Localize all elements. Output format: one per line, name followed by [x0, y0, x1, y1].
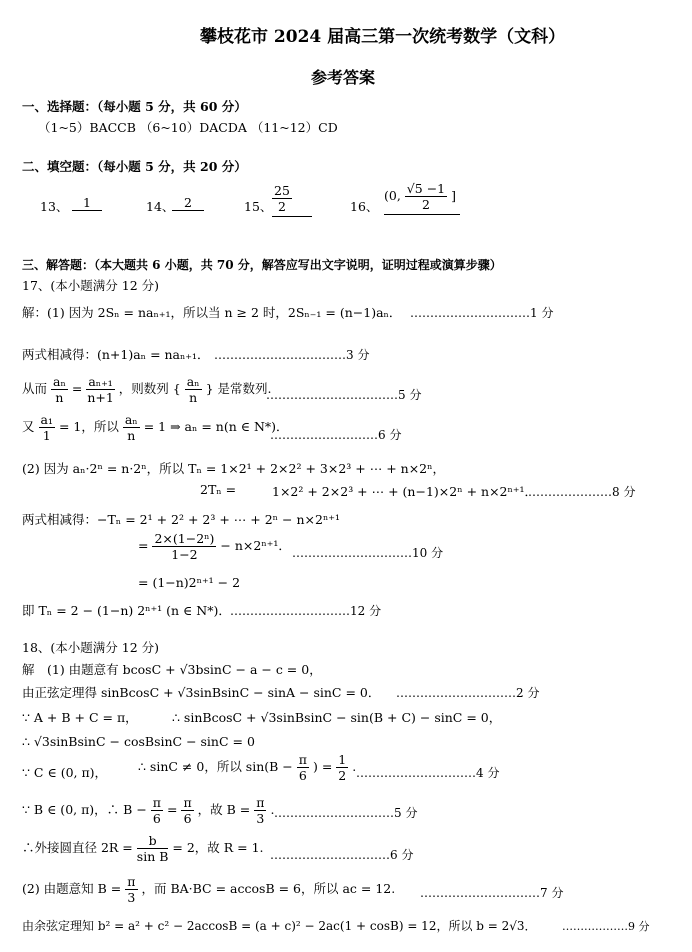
q18-l7-frac-den: sin B: [136, 849, 169, 864]
q17-l3-post: } 是常数列.: [205, 381, 272, 396]
q18-l5-frac1-num: π: [298, 752, 307, 767]
q18-l6-frac2-num: π: [183, 795, 192, 810]
q18-line7-score: …………………………6 分: [270, 848, 414, 862]
q16-denominator: 2: [421, 197, 430, 212]
q18-line4: ∴ √3sinBsinC − cosBsinC − sinC = 0: [22, 734, 255, 749]
q18-l5-frac2-num: 1: [338, 752, 347, 767]
q17-l3-frac3-num: aₙ: [186, 374, 200, 389]
q17-l3-frac2-den: n+1: [87, 390, 114, 405]
q17-l8-frac-num: 2×(1−2ⁿ): [154, 531, 215, 546]
q18-line9-score: ………………9 分: [562, 920, 650, 933]
q17-l4-frac1: [39, 412, 55, 443]
q18-line6-score: …………………………5 分: [274, 806, 418, 820]
q17-l3-eq: =: [71, 381, 83, 396]
q18-l5-post: .: [352, 759, 357, 774]
q15-denominator: 2: [277, 199, 286, 214]
q17-l4-frac1-den: 1: [42, 428, 51, 443]
q16-numerator: √5 −1: [406, 181, 446, 196]
q17-l3-frac2-num: aₙ₊₁: [88, 374, 113, 389]
q18-l5-frac1: [297, 752, 309, 783]
q18-l6-frac3-num: π: [256, 795, 265, 810]
q18-l7-frac: [137, 833, 169, 864]
q17-header: 17、(本小题满分 12 分): [22, 278, 160, 293]
q18-l6-frac3-den: 3: [256, 811, 265, 826]
q16-suffix: ]: [451, 188, 456, 203]
q18-line1: 解 (1) 由题意有 bcosC + √3bsinC − a − c = 0，: [22, 662, 322, 677]
q17-line6-right: 1×2² + 2×2³ + ⋯ + (n−1)×2ⁿ + n×2ⁿ⁺¹．: [272, 484, 538, 499]
q18-line3b: ∴ sinBcosC + √3sinBsinC − sin(B + C) − sinC = 0，: [172, 710, 502, 725]
q18-l8-frac-den: 3: [127, 890, 136, 905]
q16-fraction: [405, 181, 447, 212]
q18-l7-post: = 2，故 R = 1.: [172, 840, 264, 855]
q18-line2-score: …………………………2 分: [396, 686, 540, 700]
q15-fraction: [272, 183, 292, 214]
q18-l6-frac2-den: 6: [183, 811, 192, 826]
q18-l6-frac1-den: 6: [152, 811, 161, 826]
q18-line6: [22, 795, 274, 826]
q17-l3-frac1-den: n: [55, 390, 64, 405]
q18-l5-frac1-den: 6: [298, 768, 307, 783]
q16-label: 16、: [350, 199, 379, 214]
q18-line2: 由正弦定理得 sinBcosC + √3sinBsinC − sinA − sinC = 0．: [22, 685, 381, 700]
q17-line9: = (1−n)2ⁿ⁺¹ − 2: [138, 575, 241, 590]
q18-l6-frac3: [254, 795, 266, 826]
q17-l4-frac2-num: aₙ: [124, 412, 138, 427]
q17-line6-score: …………………8 分: [528, 485, 636, 499]
q18-header: 18、(本小题满分 12 分): [22, 640, 160, 655]
q18-l6-mid: =: [166, 802, 178, 817]
q18-line8-score: …………………………7 分: [420, 886, 564, 900]
section1-answers: （1~5）BACCB （6~10）DACDA （11~12）CD: [38, 120, 338, 135]
q16-prefix: (0,: [384, 188, 401, 203]
q18-l8-post: ，而 BA·BC = accosB = 6，所以 ac = 12.: [141, 881, 396, 896]
q18-line5a: ∵ C ∈ (0, π)，: [22, 765, 108, 780]
q18-l5-frac2-den: 2: [338, 768, 347, 783]
q17-l4-mid: = 1，所以: [58, 419, 119, 434]
q17-l3-pre: 从而: [22, 381, 48, 396]
q17-l4-frac2-den: n: [127, 428, 136, 443]
q18-l6-frac1-num: π: [152, 795, 161, 810]
q17-line4-score: ………………………6 分: [270, 428, 402, 442]
q18-l5-frac2: [336, 752, 348, 783]
q17-l8-post: − n×2ⁿ⁺¹．: [220, 538, 291, 553]
q18-l6-pre: ∵ B ∈ (0, π)，∴ B −: [22, 802, 147, 817]
q17-l8-frac: [152, 531, 216, 562]
q17-line8-score: …………………………10 分: [292, 546, 444, 560]
section3-heading: 三、解答题：（本大题共 6 小题，共 70 分，解答应写出文字说明，证明过程或演算步骤）: [22, 258, 502, 272]
section1-heading: 一、选择题：（每小题 5 分，共 60 分）: [22, 99, 247, 114]
q18-line5-score: …………………………4 分: [356, 766, 500, 780]
q15-numerator: 25: [274, 183, 290, 198]
q17-l3-frac2: [86, 374, 114, 405]
q17-line1: 解：(1) 因为 2Sₙ = naₙ₊₁，所以当 n ≥ 2 时，2Sₙ₋₁ = (n−1)aₙ．: [22, 305, 402, 320]
q14-label: 14、: [146, 199, 175, 214]
q17-line10-score: …………………………12 分: [230, 604, 382, 618]
q15-answer-box: [272, 183, 312, 217]
q18-line5b: [138, 752, 356, 783]
q17-l3-frac1-num: aₙ: [53, 374, 66, 389]
q17-line7: 两式相减得：−Tₙ = 2¹ + 2² + 2³ + ⋯ + 2ⁿ − n×2ⁿ⁺¹: [22, 512, 340, 527]
q18-l5-pre: ∴ sinC ≠ 0，所以 sin(B −: [138, 759, 293, 774]
q17-l3-frac1: [51, 374, 68, 405]
q17-l4-post: = 1 ⇒ aₙ = n(n ∈ N*)．: [143, 419, 289, 434]
q18-line8: [22, 874, 395, 905]
q17-line2-score: ……………………………3 分: [214, 348, 370, 362]
q18-l7-frac-num: b: [137, 833, 169, 849]
q18-l8-frac-num: π: [127, 874, 136, 889]
q17-line3: [22, 374, 271, 405]
q13-label: 13、: [40, 199, 69, 214]
q18-l7-pre: ∴外接圆直径 2R =: [22, 840, 133, 855]
q18-l6-mid2: ，故 B =: [197, 802, 251, 817]
document-subtitle: 参考答案: [311, 68, 376, 87]
q16-answer-box: [384, 181, 460, 215]
q17-l4-frac1-num: a₁: [40, 412, 53, 427]
q17-l4-pre: 又: [22, 419, 35, 434]
q17-l3-mid: ，则数列 {: [118, 381, 181, 396]
q18-line7: [22, 833, 264, 864]
q18-line3a: ∵ A + B + C = π，: [22, 710, 138, 725]
q17-line3-score: ……………………………5 分: [266, 388, 422, 402]
q18-line9: 由余弦定理知 b² = a² + c² − 2accosB = (a + c)² − 2ac(1 + cosB) = 12，所以 b = 2√3．: [22, 919, 537, 933]
q18-l8-frac: [125, 874, 137, 905]
q18-l5-mid: ) =: [312, 759, 333, 774]
document-title: 攀枝花市 2024 届高三第一次统考数学（文科）: [200, 27, 566, 47]
q17-l4-frac2: [123, 412, 140, 443]
q17-line5: (2) 因为 aₙ·2ⁿ = n·2ⁿ，所以 Tₙ = 1×2¹ + 2×2² + 3×2³ + ⋯ + n×2ⁿ，: [22, 461, 446, 476]
q17-line10: 即 Tₙ = 2 − (1−n) 2ⁿ⁺¹ (n ∈ N*)．: [22, 603, 231, 618]
q13-answer: 1: [72, 195, 102, 211]
q17-l3-frac3-den: n: [189, 390, 198, 405]
q17-line1-score: …………………………1 分: [410, 306, 554, 320]
q18-l6-frac1: [151, 795, 163, 826]
section2-heading: 二、填空题：（每小题 5 分，共 20 分）: [22, 159, 247, 174]
q17-l8-frac-den: 1−2: [171, 547, 198, 562]
q14-answer: 2: [172, 195, 204, 211]
q17-line8: [138, 531, 291, 562]
q15-label: 15、: [244, 199, 273, 214]
q17-line2: 两式相减得：(n+1)aₙ = naₙ₊₁．: [22, 347, 210, 362]
q17-l8-pre: =: [138, 538, 149, 553]
q18-l6-frac2: [181, 795, 193, 826]
q17-line6-left: 2Tₙ =: [200, 482, 237, 497]
q17-line4: [22, 412, 289, 443]
q17-l3-frac3: [185, 374, 202, 405]
q18-l8-pre: (2) 由题意知 B =: [22, 881, 122, 896]
q18-l6-post: .: [270, 802, 275, 817]
